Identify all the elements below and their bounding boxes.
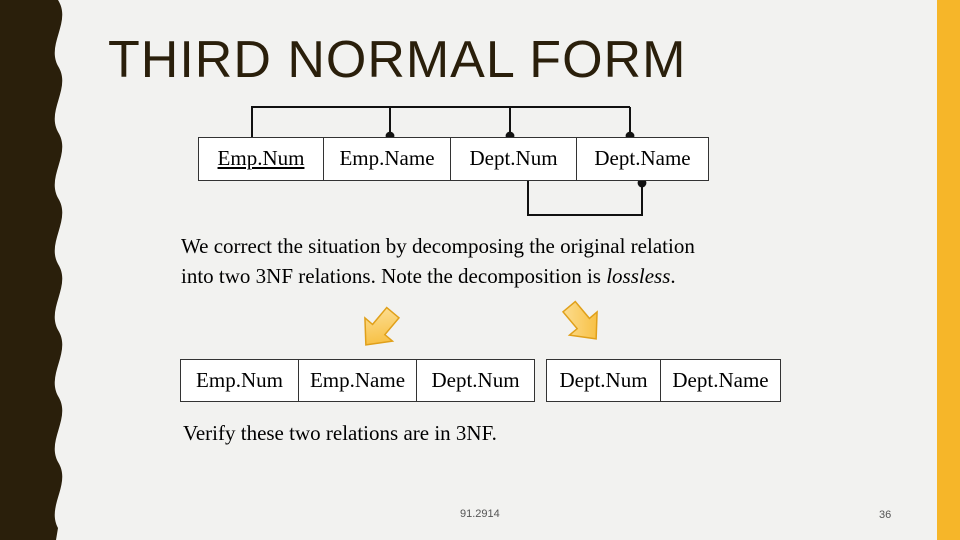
attr-cell: Emp.Name bbox=[298, 359, 417, 402]
down-arrow-icon bbox=[352, 301, 407, 356]
attr-cell: Dept.Name bbox=[576, 137, 709, 181]
attr-cell: Dept.Name bbox=[660, 359, 781, 402]
down-arrow-icon bbox=[555, 295, 610, 350]
attr-cell: Dept.Num bbox=[546, 359, 661, 402]
slide-title: THIRD NORMAL FORM bbox=[108, 31, 687, 89]
transitive-dependency-bottom bbox=[528, 181, 642, 215]
explanation-line-1: We correct the situation by decomposing the original relation bbox=[181, 234, 695, 258]
verify-text: Verify these two relations are in 3NF. bbox=[183, 421, 497, 445]
functional-dependency-top bbox=[252, 107, 630, 138]
attr-cell: Emp.Num bbox=[198, 137, 324, 181]
attr-cell: Dept.Num bbox=[416, 359, 535, 402]
explanation-line-2: into two 3NF relations. Note the decomposition is lossless. bbox=[181, 264, 676, 288]
emphasis-lossless: lossless bbox=[606, 264, 671, 288]
attr-cell: Emp.Num bbox=[180, 359, 299, 402]
attr-cell: Emp.Name bbox=[323, 137, 451, 181]
footer-center-text: 91.2914 bbox=[460, 508, 500, 520]
page-number: 36 bbox=[879, 509, 892, 521]
attr-cell: Dept.Num bbox=[450, 137, 577, 181]
